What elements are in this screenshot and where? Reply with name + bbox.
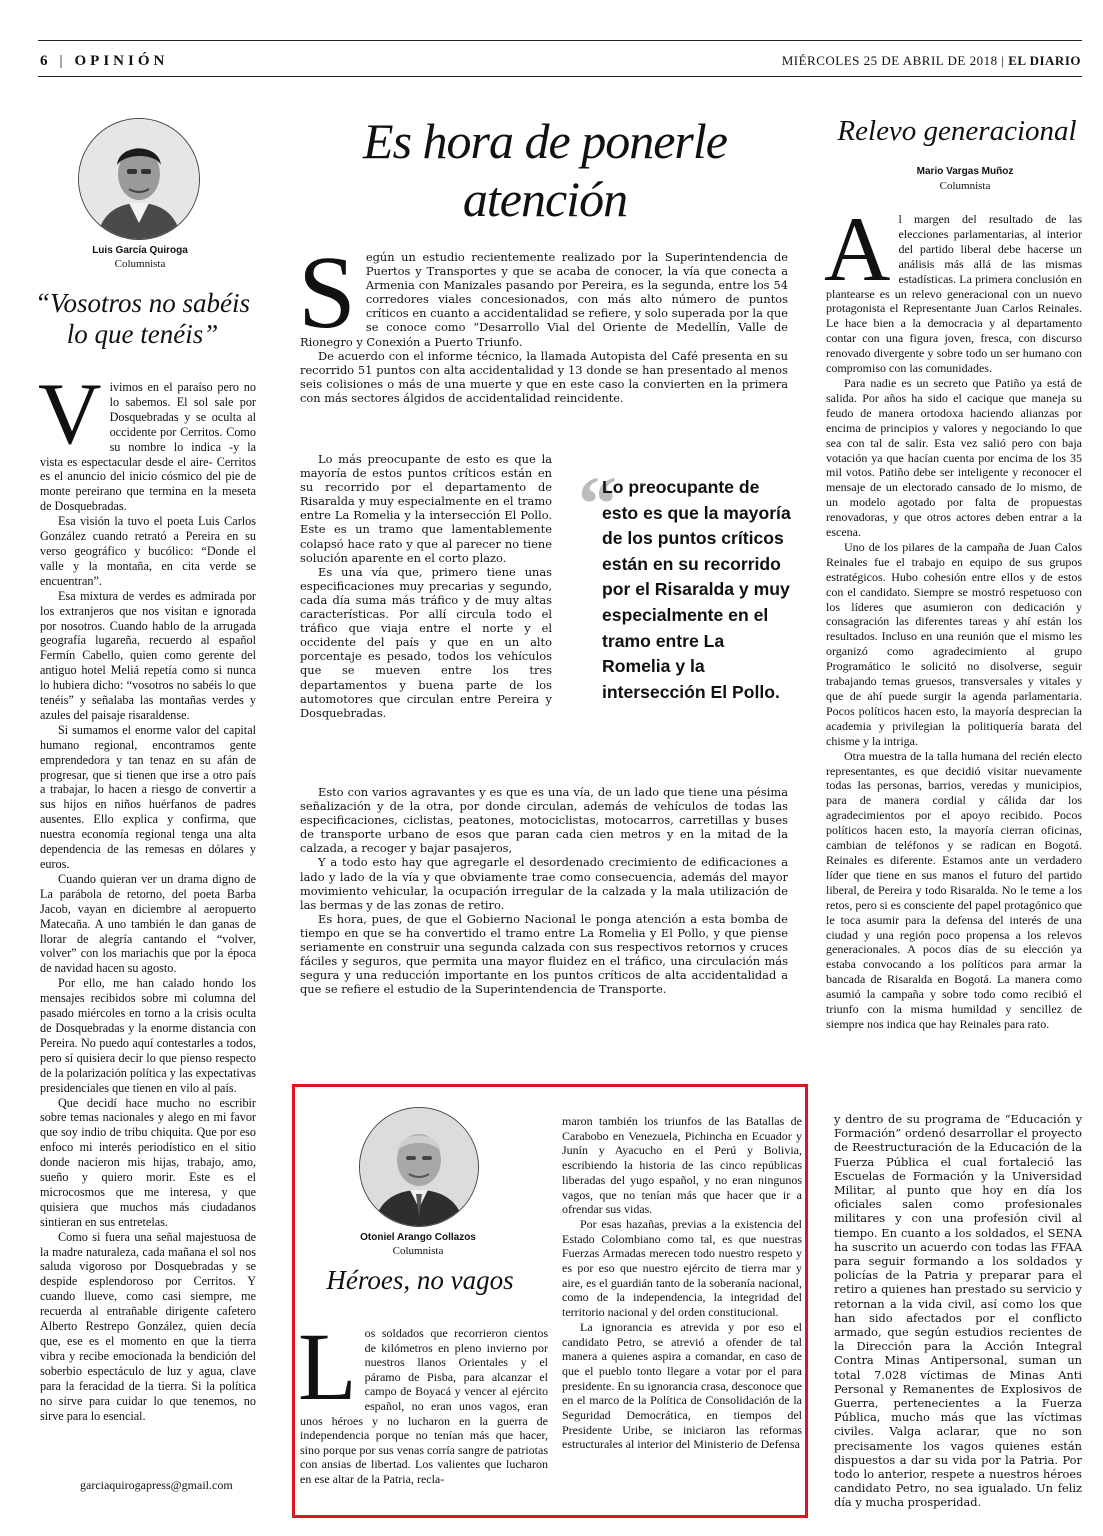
paragraph: Como si fuera una señal majestuosa de la madre naturaleza, cada mañana el sol nos saluda vigoroso por Dosquebradas y se despide esplendoroso por Cerritos. Y cuando llueve, como casi siempre, me recuerda al entrañable dirigente cafetero Alberto Restrepo González, quien decía que, ese es el momento en que la tierra vibra y recibe emocionada la bendición del soberbio espectáculo de luz y agua, clave para la feracidad de la tierra. Si la política no sirve para cuidar lo que tenemos, no sirve para lo esencial. [40, 1229, 256, 1423]
bottom-col-3: y dentro de su programa de “Educación y Formación” ordenó desarrollar el proyecto de Reestructuración de la Educación de la Fuerza Pública el cual fortaleció las Escuelas de Formación y la Universidad Militar, al punto que hoy en día los oficiales salen como profesionales militares y con una profesión civil al tiempo. En cuanto a los soldados, el SENA ha suscrito un acuerdo con todas las FFAA para seguir formando a los soldados y policías de la Patria y preparar para el retiro a quienes han prestado su servicio y retornan a la vida civil, así como los que han sido afectados por el conflicto armado, que según estudios recientes de la Dirección para la Acción Integral Contra Minas Antipersonal, suman un total 7.028 víctimas de Minas Anti Personal y Remanentes de Explosivos de Guerra, pertenecientes a la Fuerza Pública, mucho más que las víctimas civiles. Valga aclarar, que no son precisamente los vagos quienes están dispuestos a dar su vida por la Patria. Por todo lo anterior, respete a nuestros héroes candidato Petro, no sea igualado. Un feliz día y mucha prosperidad. [834, 1112, 1082, 1510]
left-column-body: Vivimos en el paraíso pero no lo sabemos. El sol sale por Dosquebradas y se oculta al occidente por Cerritos. Como su nombre lo indica -y la vista es espectacular desde el aire- Cerritos es el anuncio del inicio cósmico del pie de monte pereirano que termina en la meseta de Dosquebradas. Esa visión la tuvo el poeta Luis Carlos González cuando retrató a Pereira en su verso geográfico y bucólico: “Donde el valle y la montaña, en cita verde se encuentran”. Esa mixtura de verdes es admirada por los extranjeros que nos visitan e ignorada por nosotros. Cuando hablo de la arrugada geografía lugareña, recuerdo al español Fermín Cabello, quien como gerente del antiguo hotel Meliá repetía como si nunca lo hubiera dicho: “vosotros no sabéis lo que tenéis” y señalaba las montañas verdes y azules del paisaje risaraldense. Si sumamos el enorme valor del capital humano regional, encontramos gente emprendedora y tan tenaz en su afán de progresar, que si tienen que irse a otro país a trabajar, lo hacen a riesgo de convertir a sus hijos en niños huérfanos de padres ausentes. Ello explica y confirma, que nuestra economía regional tenga una alta dependencia de las remesas en dólares y euros. Cuando quieran ver un drama digno de La parábola de retorno, del poeta Barba Jacob, vayan en diciembre al aeropuerto Matecaña. A uno también le dan ganas de llorar de alegría cantando el “volver, volver” con los mariachis que por la época de navidad hacen su agosto. Por ello, me han calado hondo los mensajes recibidos sobre mi columna del pasado miércoles en torno a la crisis oculta de Dosquebradas y la enorme distancia con Pereira. No puedo aquí contestarles a todos, pero sí quisiera decir lo que pienso respecto de la polarización política y las expectativas presidenciales que tienen en vilo al país. Que decidí hace mucho no escribir sobre temas nacionales y alego en mi favor que soy indio de tribu chiquita. Que por eso enfoco mi interés periodístico en el sitio donde nacieron mis hijas, trabajo, amo, sueño y quiero morir. Este es el microcosmos que me interesa, y que quisiera que muchos más ciudadanos sintieran en sus entretelas. Como si fuera una señal majestuosa de la madre naturaleza, cada mañana el sol nos saluda vigoroso por Dosquebradas y se despide esplendoroso por Cerritos. Y cuando llueve, como casi siempre, me recuerda al entrañable dirigente cafetero Alberto Restrepo González, quien decía que, ese es el momento en que la tierra vibra y recibe emocionada la bendición del soberbio espectáculo de luz y agua, clave para la feracidad de la tierra. Si la política no sirve para cuidar lo que tenemos, no sirve para lo esencial. [38, 366, 256, 1423]
paragraph: Esa visión la tuvo el poeta Luis Carlos González cuando retrató a Pereira en su verso geográfico y bucólico: “Donde el valle y la montaña, en cita verde se encuentran”. [40, 514, 256, 588]
main-article-intro: Según un estudio recientemente realizado por la Superintendencia de Puertos y Transportes y que se acaba de conocer, la vía que conecta a Armenia con Manizales pasando por Pereira, es la segunda, entre los 54 corredores viales concesionados, con más alto número de puntos críticos en cuanto a accidentalidad se refiere, y solo superada por la que se conoce como “Desarrollo Vial del Oriente de Medellín, Valle de Rionegro y Conexión a Puerto Triunfo. De acuerdo con el informe técnico, la llamada Autopista del Café presenta en su recorrido 51 puntos con alta accidentalidad y 13 donde se han presentado al menos seis colisiones o más de una muerte y que en este caso la convierten en la primera con más sectores álgidos de accidentalidad reincidente. [298, 235, 788, 405]
left-column-title: “Vosotros no sabéis lo que tenéis” [34, 288, 251, 349]
right-column-title: Relevo generacional [837, 115, 1077, 147]
paragraph: Si sumamos el enorme valor del capital humano regional, encontramos gente emprendedora y tan tenaz en su afán de progresar, que si tienen que irse a otro país a trabajar, lo hacen a riesgo de convertir a sus hijos en niños huérfanos de padres ausentes. Ello explica y confirma, que nuestra economía regional tenga una alta dependencia de las remesas en dólares y euros. [40, 722, 256, 871]
paragraph: Esa mixtura de verdes es admirada por los extranjeros que nos visitan e ignorada por nosotros. Cuando hablo de la arrugada geografía lugareña, recuerdo al español Fermín Cabello, quien como gerente del antiguo hotel Meliá repetía como si nunca lo hubiera dicho: “vosotros no sabéis lo que tenéis” y señalaba las montañas verdes y azules del paisaje risaraldense. [40, 588, 256, 722]
dropcap-l: L [298, 1313, 357, 1420]
right-column-body: Al margen del resultado de las elecciones parlamentarias, al interior del partido liberal debe hacerse un análisis más allá de las mismas estadísticas. La primera conclusión en plantearse es un relevo generacional con un nuevo protagonista el Representante Juan Carlos Reinales. Le hace bien a la democracia y al departamento contar con una figura joven, fresca, con discurso renovado divergente y sobre todo un ser humano con compromiso con las comunidades. Para nadie es un secreto que Patiño ya está de salida. Por años ha sido el cacique que maneja su feudo de manera ortodoxa haciendo alianzas por encima de principios y valores y negociando lo que sea con tal de salir. Esta vez salió pero con baja votación ya que hacían cuenta por encima de los 35 mil votos. Patiño debe ser inteligente y reconocer el mensaje de un electorado cansado de lo mismo, de un modelo agotado por falta de propuestas renovadoras, y que otros actores deben entrar a la escena. Uno de los pilares de la campaña de Juan Calos Reinales fue el trabajo en equipo de sus grupos estratégicos. Hubo cohesión entre ellos y de estos con el candidato. Siempre se mostró respetuoso con los líderes que asumieron con dedicación y consagración las diferentes tareas y ahí están los resultados. Incluso en una reunión que el mismo les organizó como agradecimiento al grupo Programático le solicitó no disolverse, seguir trabajando temas gruesos, transversales y vitales y que de ahí puede surgir la agenda parlamentaria. Pocos políticos hacen esto, la mayoría desprecian la academia y privilegian la politiquería barata del chisme y la intriga. Otra muestra de la talla humana del recién electo representantes, es que decidió visitar nuevamente todas las personas, barrios, veredas y municipios, para de manera cordial y cálida dar los agradecimientos por el apoyo recibido. Pocos políticos hacen esto, la mayoría cierran oficinas, cambian de teléfonos y se radican en Bogotá. Reinales es diferente. Estamos ante un verdadero líder que tiene en sus manos el futuro del partido liberal, de Pereira y todo Risaralda. No le teme a los retos, pero si es consciente del papel protagónico que le toca asumir para la defensa del interés de una ciudad y una región poco propensa a los relevos generacionales. A pocos días de su elección ya estaba convocando a los políticos para armar la bancada de Risaralda en Bogotá. La manera como asumió la campaña y sobre todo como recibió el triunfo con la misma humildad y sencillez de siempre nos indica que hay Reinales para rato. [824, 198, 1082, 1031]
issue-date: MIÉRCOLES 25 DE ABRIL DE 2018 [781, 53, 998, 68]
section-name: OPINIÓN [74, 53, 169, 69]
paragraph: Esto con varios agravantes y es que es una vía, de un lado que tiene una pésima señalización y de la otra, por donde circulan, además de vehículos de todas las especificaciones, ciclistas, peatones, motociclistas, motocarros, carretillas y buses de transporte urbano de esos que paran cada cien metros y en la mitad de la calzada, a recoger y bajar pasajeros, [300, 785, 788, 856]
publication-name: EL DIARIO [1008, 53, 1081, 68]
author-email[interactable]: garciaquirogapress@gmail.com [80, 1478, 233, 1492]
quote-mark-icon: “ [578, 460, 617, 547]
paragraph: Otra muestra de la talla humana del recién electo representantes, es que decidió visitar nuevamente todas las personas, barrios, veredas y municipios, para de manera cordial y cálida dar los agradecimientos por el apoyo recibido. Pocos políticos hacen esto, la mayoría cierran oficinas, cambian de teléfonos y se radican en Bogotá. Reinales es diferente. Estamos ante un verdadero líder que tiene en sus manos el futuro del partido liberal, de Pereira y todo Risaralda. No le teme a los retos, pero si es consciente del papel protagónico que le toca asumir para la defensa del interés de una ciudad y una región poco propensa a los relevos generacionales. A pocos días de su elección ya estaba convocando a los políticos para armar la bancada de Risaralda en Bogotá. La manera como asumió la campaña y sobre todo como recibió el triunfo con la misma humildad y sencillez de siempre nos indica que hay Reinales para rato. [826, 748, 1082, 1031]
author-role-left: Columnista [114, 258, 166, 270]
paragraph: Uno de los pilares de la campaña de Juan Calos Reinales fue el trabajo en equipo de sus grupos estratégicos. Hubo cohesión entre ellos y de estos con el candidato. Siempre se mostró respetuoso con los líderes que asumieron con dedicación y consagración las diferentes tareas y ahí están los resultados. Incluso en una reunión que el mismo les organizó como agradecimiento al grupo Programático le solicitó no disolverse, seguir trabajando temas gruesos, transversales y vitales y que de ahí puede surgir la agenda parlamentaria. Pocos políticos hacen esto, la mayoría desprecian la academia y privilegian la politiquería barata del chisme y la intriga. [826, 539, 1082, 748]
paragraph: Lo más preocupante de esto es que la mayoría de estos puntos críticos están en su recorrido por el departamento de Risaralda y muy especialmente en el tramo entre La Romelia y la intersección El Pollo. Este es un tramo que lamentablemente colapsó hace rato y que al parecer no tiene solución aparente en el corto plazo. [300, 452, 552, 565]
author-photo-arango [359, 1107, 479, 1227]
main-article-wide [300, 785, 788, 996]
pull-quote-text: Lo preocupante de esto es que la mayoría de los puntos críticos están en su recorrido por el Risaralda y muy especialmente en el tramo entre La Romelia y la intersección El Pollo. [602, 477, 791, 702]
bottom-article-title: Héroes, no vagos [326, 1265, 514, 1295]
page-header-left [40, 53, 168, 70]
header-separator: | [59, 53, 63, 69]
page-header-right: MIÉRCOLES 25 DE ABRIL DE 2018 | EL DIARIO [781, 53, 1081, 68]
paragraph: Es hora, pues, de que el Gobierno Nacional le ponga atención a esta bomba de tiempo en que se ha convertido el tramo entre La Romelia y El Pollo, y que piense seriamente en construir una segunda calzada con sus respectivos retornos y cruces fáciles y seguros, que permita una mayor fluidez en el tráfico, una circulación más segura y una reducción importante en los puntos críticos de alta accidentalidad a que se refiere el estudio de la Superintendencia de Transporte. [300, 911, 788, 997]
author-role-right: Columnista [939, 180, 991, 192]
paragraph: Para nadie es un secreto que Patiño ya está de salida. Por años ha sido el cacique que maneja su feudo de manera ortodoxa haciendo alianzas por encima de principios y valores y negociando lo que sea con tal de salir. Esta vez salió pero con baja votación ya que hacían cuenta por encima de los 35 mil votos. Patiño debe ser inteligente y reconocer el mensaje de un electorado cansado de lo mismo, de un modelo agotado por falta de propuestas renovadoras, y que otros actores deben entrar a la escena. [826, 375, 1082, 540]
author-name-right: Mario Vargas Muñoz [916, 166, 1014, 177]
dropcap-s: S [298, 235, 356, 350]
bottom-col-2 [562, 1114, 802, 1452]
paragraph: Y a todo esto hay que agregarle el desordenado crecimiento de edificaciones a lado y lado de la vía y que obviamente trae como consecuencia, además del mayor movimiento vehicular, la ocupación irregular de la calzada y la mala utilización de las bermas y de las zonas de retiro. [300, 855, 788, 912]
paragraph: De acuerdo con el informe técnico, la llamada Autopista del Café presenta en su recorrido 51 puntos con alta accidentalidad y 13 donde se han presentado al menos seis colisiones o más de una muerte y que en este caso la convierten en la primera con más sectores álgidos de accidentalidad reincidente. [300, 348, 788, 405]
top-rule [38, 40, 1082, 41]
author-name-left: Luis García Quiroga [92, 245, 188, 256]
paragraph: maron también los triunfos de las Batallas de Carabobo en Venezuela, Pichincha en Ecuador y Junín y Ayacucho en el Perú y Bolivia, escribiendo la historia de las cinco repúblicas liberadas del yugo español, y no eran ningunos vagos, que no tenían más que hacer que ir a ofrendar sus vidas. [562, 1114, 802, 1217]
paragraph: Por ello, me han calado hondo los mensajes recibidos sobre mi columna del pasado miércoles en torno a la crisis oculta de Dosquebradas y la enorme distancia con Pereira. No puedo aquí contestarles a todos, pero sí quisiera decir lo que pienso respecto de la polarización política y las expectativas presidenciales que tienen en vilo al país. [40, 976, 256, 1095]
paragraph: Cuando quieran ver un drama digno de La parábola de retorno, del poeta Barba Jacob, vayan en diciembre al aeropuerto Matecaña. A uno también le dan ganas de llorar de alegría cantando el “volver, volver” con los mariachis que por la época de navidad hacen su agosto. [40, 871, 256, 976]
dropcap-v: V [38, 366, 102, 463]
paragraph: Por esas hazañas, previas a la existencia del Estado Colombiano como tal, es que nuestras Fuerzas Armadas merecen todo nuestro respeto y es por eso que nuestro ejército de tierra mar y aire, es el guardián tanto de la soberanía nacional, como de la independencia, la integridad del territorio nacional y del orden constitucional. [562, 1216, 802, 1320]
paragraph: Es una vía que, primero tiene unas especificaciones muy precarias y segundo, cada día suma más tráfico y de muy altas características. Por allí circula todo el tráfico que viaja entre el norte y el occidente del país y que en un alto porcentaje es pesado, todos los vehículos que se mueven entre los tres departamentos y buena parte de los automotores que circulan entre Pereira y Dosquebradas. [300, 564, 552, 720]
main-article-narrow [300, 452, 552, 720]
main-article-title: Es hora de ponerle atención [363, 113, 727, 227]
header-rule [38, 76, 1082, 77]
author-name-bottom: Otoniel Arango Collazos [360, 1232, 476, 1243]
author-photo-garcia [78, 118, 200, 240]
paragraph: La ignorancia es atrevida y por eso el candidato Petro, se atrevió a ofender de tal manera a quienes aspira a comandar, en caso de que el pueblo tonto llegare a votar por el para presidente. En su ignorancia crasa, desconoce que en el marco de la Política de Consolidación de la Seguridad Democrática, en tiempos del Presidente Uribe, se iniciaron las reformas estructurales al interior del Ministerio de Defensa [562, 1319, 802, 1452]
author-role-bottom: Columnista [392, 1245, 444, 1257]
page-number: 6 [40, 53, 48, 69]
paragraph: Que decidí hace mucho no escribir sobre temas nacionales y alego en mi favor que soy indio de tribu chiquita. Que por eso enfoco mi interés periodístico en el sitio donde nacieron mis hijas, trabajo, amo, sueño y quiero morir. Este es el microcosmos que me interesa, y que quisiera que muchos más ciudadanos sintieran en sus entretelas. [40, 1095, 256, 1229]
bottom-col-1: Los soldados que recorrieron cientos de kilómetros en pleno invierno por nuestros llanos Orientales y el páramo de Pisba, para alcanzar el campo de Boyacá y vencer al ejército español, no eran unos vagos, eran unos héroes y no lucharon en la guerra de independencia porque no tenían más que hacer, sino porque por sus venas corría sangre de patriotas con ansias de libertad. Los valientes que lucharon en ese altar de la Patria, recla- [298, 1313, 548, 1486]
dropcap-a: A [824, 198, 891, 300]
